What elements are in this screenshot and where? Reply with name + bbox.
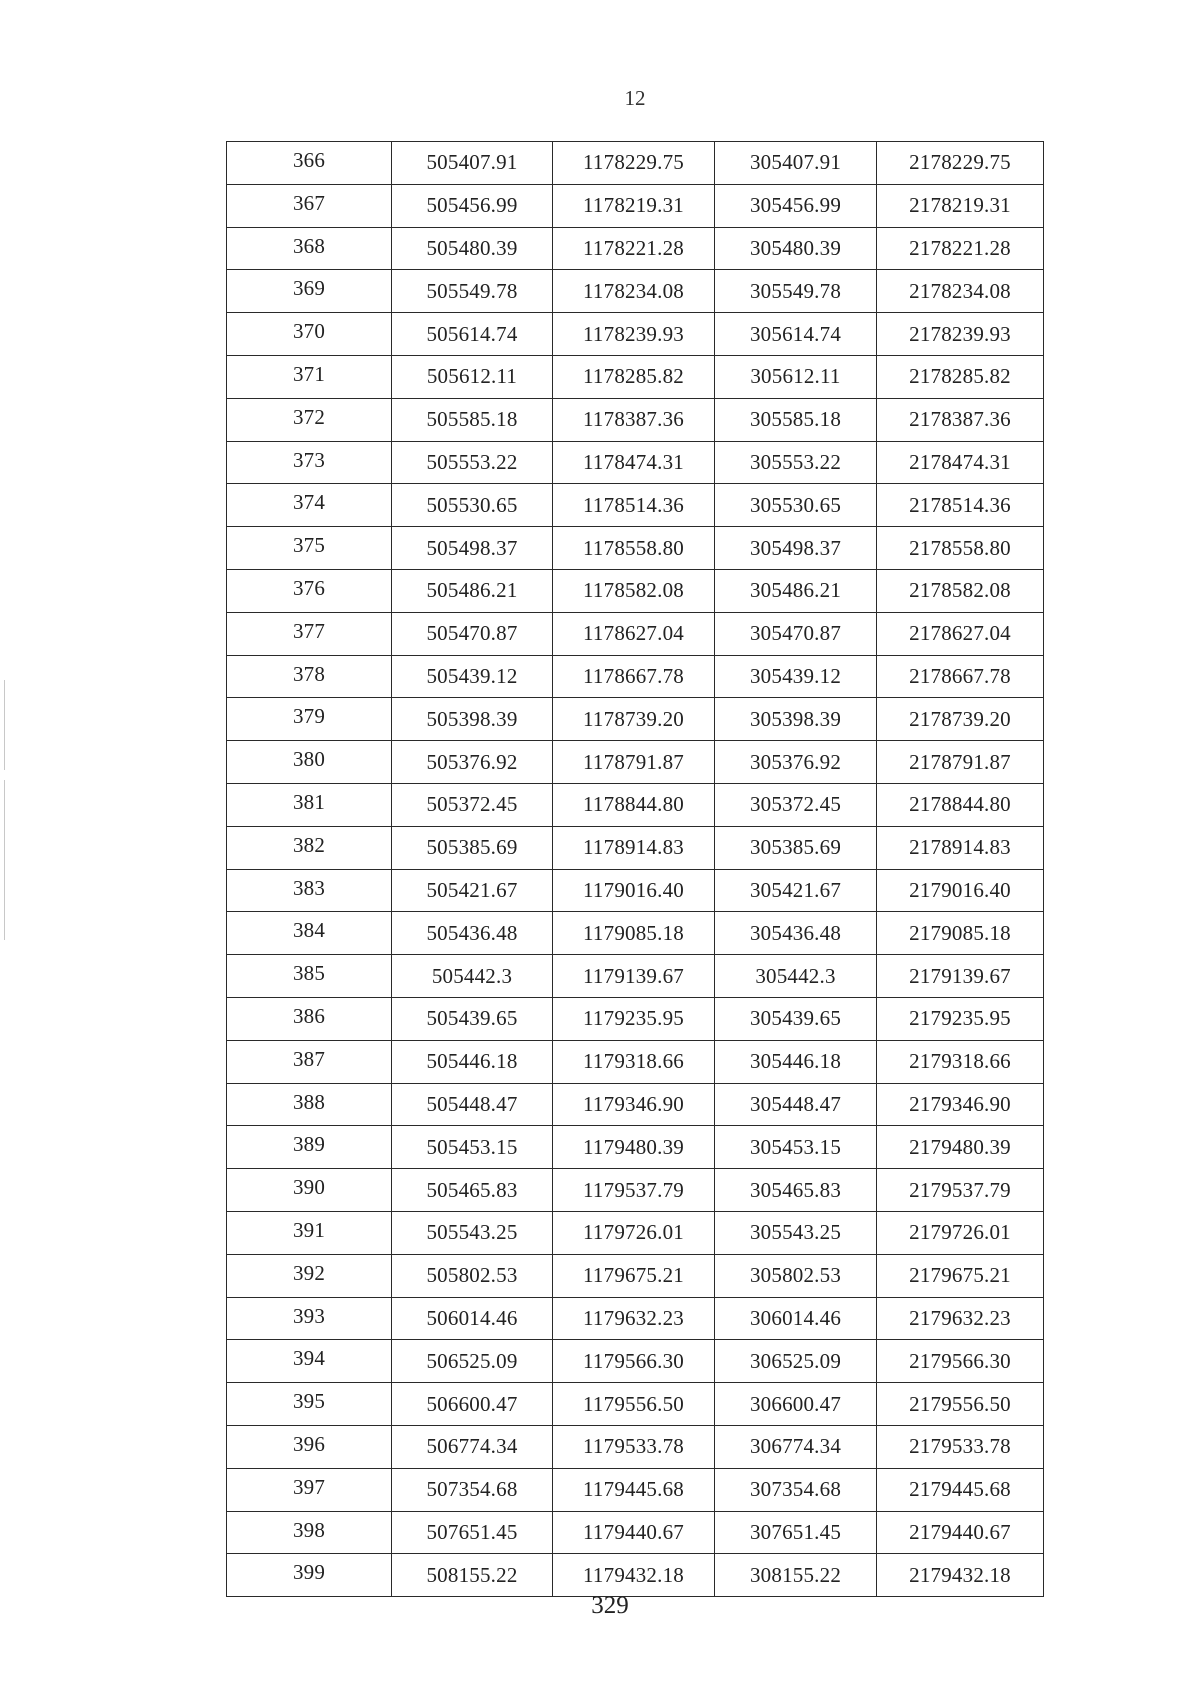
coordinate-cell: 305456.99 bbox=[715, 184, 877, 227]
coordinate-cell: 505421.67 bbox=[392, 869, 553, 912]
point-number-cell: 394 bbox=[227, 1340, 392, 1383]
coordinate-cell: 306014.46 bbox=[715, 1297, 877, 1340]
page-footer-number: 329 bbox=[591, 1592, 629, 1619]
coordinate-cell: 2178627.04 bbox=[877, 612, 1044, 655]
coordinate-cell: 506774.34 bbox=[392, 1425, 553, 1468]
coordinate-cell: 2178219.31 bbox=[877, 184, 1044, 227]
coordinate-cell: 1178221.28 bbox=[553, 227, 715, 270]
table-row bbox=[227, 1468, 1044, 1511]
coordinate-cell: 2178229.75 bbox=[877, 142, 1044, 185]
coordinate-cell: 2179085.18 bbox=[877, 912, 1044, 955]
coordinate-cell: 305614.74 bbox=[715, 313, 877, 356]
coordinate-cell: 307354.68 bbox=[715, 1468, 877, 1511]
coordinate-cell: 507354.68 bbox=[392, 1468, 553, 1511]
scan-edge-mark bbox=[4, 680, 5, 770]
coordinate-cell: 2179016.40 bbox=[877, 869, 1044, 912]
point-number-cell: 399 bbox=[227, 1554, 392, 1597]
table-row bbox=[227, 997, 1044, 1040]
coordinate-cell: 2178474.31 bbox=[877, 441, 1044, 484]
coordinate-cell: 505553.22 bbox=[392, 441, 553, 484]
coordinate-cell: 2178914.83 bbox=[877, 826, 1044, 869]
point-number-cell: 388 bbox=[227, 1083, 392, 1126]
coordinate-cell: 306774.34 bbox=[715, 1425, 877, 1468]
coordinate-cell: 305372.45 bbox=[715, 783, 877, 826]
coordinate-cell: 2178234.08 bbox=[877, 270, 1044, 313]
table-row bbox=[227, 227, 1044, 270]
page-header-number: 12 bbox=[624, 86, 646, 110]
coordinate-cell: 505802.53 bbox=[392, 1254, 553, 1297]
point-number-cell: 398 bbox=[227, 1511, 392, 1554]
coordinate-cell: 2178739.20 bbox=[877, 698, 1044, 741]
coordinate-cell: 505439.12 bbox=[392, 655, 553, 698]
table-row bbox=[227, 1254, 1044, 1297]
coordinate-table-body bbox=[227, 142, 1044, 1597]
coordinate-cell: 506525.09 bbox=[392, 1340, 553, 1383]
table-row bbox=[227, 1340, 1044, 1383]
table-row bbox=[227, 1083, 1044, 1126]
coordinate-cell: 505549.78 bbox=[392, 270, 553, 313]
coordinate-cell: 2179566.30 bbox=[877, 1340, 1044, 1383]
coordinate-cell: 2179537.79 bbox=[877, 1169, 1044, 1212]
coordinate-cell: 1179480.39 bbox=[553, 1126, 715, 1169]
coordinate-cell: 305480.39 bbox=[715, 227, 877, 270]
coordinate-cell: 305612.11 bbox=[715, 355, 877, 398]
coordinate-cell: 1178514.36 bbox=[553, 484, 715, 527]
coordinate-cell: 1179318.66 bbox=[553, 1040, 715, 1083]
coordinate-cell: 505398.39 bbox=[392, 698, 553, 741]
table-row bbox=[227, 355, 1044, 398]
coordinate-cell: 505442.3 bbox=[392, 955, 553, 998]
coordinate-cell: 2178582.08 bbox=[877, 569, 1044, 612]
coordinate-cell: 1178667.78 bbox=[553, 655, 715, 698]
point-number-cell: 392 bbox=[227, 1254, 392, 1297]
point-number-cell: 396 bbox=[227, 1425, 392, 1468]
coordinate-cell: 1178844.80 bbox=[553, 783, 715, 826]
point-number-cell: 370 bbox=[227, 313, 392, 356]
coordinate-cell: 2178221.28 bbox=[877, 227, 1044, 270]
point-number-cell: 389 bbox=[227, 1126, 392, 1169]
coordinate-cell: 305470.87 bbox=[715, 612, 877, 655]
coordinate-cell: 505448.47 bbox=[392, 1083, 553, 1126]
coordinate-cell: 2178667.78 bbox=[877, 655, 1044, 698]
table-row bbox=[227, 955, 1044, 998]
coordinate-cell: 1178387.36 bbox=[553, 398, 715, 441]
coordinate-cell: 508155.22 bbox=[392, 1554, 553, 1597]
coordinate-cell: 305486.21 bbox=[715, 569, 877, 612]
coordinate-cell: 505446.18 bbox=[392, 1040, 553, 1083]
point-number-cell: 378 bbox=[227, 655, 392, 698]
coordinate-cell: 2178387.36 bbox=[877, 398, 1044, 441]
coordinate-cell: 1179235.95 bbox=[553, 997, 715, 1040]
table-row bbox=[227, 826, 1044, 869]
coordinate-cell: 305439.12 bbox=[715, 655, 877, 698]
coordinate-cell: 1178239.93 bbox=[553, 313, 715, 356]
coordinate-cell: 306600.47 bbox=[715, 1383, 877, 1426]
scan-edge-mark bbox=[4, 780, 5, 940]
coordinate-cell: 505612.11 bbox=[392, 355, 553, 398]
coordinate-cell: 1179432.18 bbox=[553, 1554, 715, 1597]
coordinate-cell: 305421.67 bbox=[715, 869, 877, 912]
coordinate-cell: 505456.99 bbox=[392, 184, 553, 227]
coordinate-cell: 505486.21 bbox=[392, 569, 553, 612]
coordinate-cell: 505465.83 bbox=[392, 1169, 553, 1212]
coordinate-cell: 505470.87 bbox=[392, 612, 553, 655]
coordinate-cell: 506014.46 bbox=[392, 1297, 553, 1340]
coordinate-cell: 2179675.21 bbox=[877, 1254, 1044, 1297]
coordinate-cell: 1179440.67 bbox=[553, 1511, 715, 1554]
coordinate-cell: 505453.15 bbox=[392, 1126, 553, 1169]
point-number-cell: 379 bbox=[227, 698, 392, 741]
coordinate-cell: 1179632.23 bbox=[553, 1297, 715, 1340]
coordinate-cell: 2178844.80 bbox=[877, 783, 1044, 826]
point-number-cell: 395 bbox=[227, 1383, 392, 1426]
coordinate-cell: 2179445.68 bbox=[877, 1468, 1044, 1511]
coordinate-cell: 506600.47 bbox=[392, 1383, 553, 1426]
table-row bbox=[227, 1297, 1044, 1340]
coordinate-cell: 306525.09 bbox=[715, 1340, 877, 1383]
coordinate-cell: 305398.39 bbox=[715, 698, 877, 741]
coordinate-cell: 2179556.50 bbox=[877, 1383, 1044, 1426]
table-row bbox=[227, 741, 1044, 784]
coordinate-cell: 2179235.95 bbox=[877, 997, 1044, 1040]
table-row bbox=[227, 869, 1044, 912]
coordinate-cell: 1179139.67 bbox=[553, 955, 715, 998]
coordinate-cell: 1179346.90 bbox=[553, 1083, 715, 1126]
coordinate-cell: 1179556.50 bbox=[553, 1383, 715, 1426]
coordinate-cell: 2179726.01 bbox=[877, 1211, 1044, 1254]
table-row bbox=[227, 1554, 1044, 1597]
coordinate-cell: 305585.18 bbox=[715, 398, 877, 441]
coordinate-cell: 1178739.20 bbox=[553, 698, 715, 741]
table-row bbox=[227, 1425, 1044, 1468]
coordinate-cell: 505439.65 bbox=[392, 997, 553, 1040]
point-number-cell: 375 bbox=[227, 527, 392, 570]
coordinate-cell: 1178582.08 bbox=[553, 569, 715, 612]
coordinate-cell: 305407.91 bbox=[715, 142, 877, 185]
table-row bbox=[227, 655, 1044, 698]
point-number-cell: 383 bbox=[227, 869, 392, 912]
coordinate-cell: 2178285.82 bbox=[877, 355, 1044, 398]
table-row bbox=[227, 783, 1044, 826]
coordinate-cell: 505376.92 bbox=[392, 741, 553, 784]
table-row bbox=[227, 698, 1044, 741]
table-row bbox=[227, 313, 1044, 356]
coordinate-cell: 2179318.66 bbox=[877, 1040, 1044, 1083]
coordinate-cell: 1178914.83 bbox=[553, 826, 715, 869]
point-number-cell: 372 bbox=[227, 398, 392, 441]
coordinate-cell: 2178239.93 bbox=[877, 313, 1044, 356]
point-number-cell: 367 bbox=[227, 184, 392, 227]
coordinate-cell: 1179537.79 bbox=[553, 1169, 715, 1212]
table-row bbox=[227, 1126, 1044, 1169]
point-number-cell: 393 bbox=[227, 1297, 392, 1340]
coordinate-cell: 305448.47 bbox=[715, 1083, 877, 1126]
coordinate-cell: 2178791.87 bbox=[877, 741, 1044, 784]
table-row bbox=[227, 484, 1044, 527]
table-row bbox=[227, 1511, 1044, 1554]
coordinate-cell: 1178285.82 bbox=[553, 355, 715, 398]
coordinate-cell: 1179016.40 bbox=[553, 869, 715, 912]
coordinate-cell: 305465.83 bbox=[715, 1169, 877, 1212]
coordinate-cell: 1179566.30 bbox=[553, 1340, 715, 1383]
table-row bbox=[227, 1169, 1044, 1212]
coordinate-cell: 1178219.31 bbox=[553, 184, 715, 227]
coordinate-cell: 305446.18 bbox=[715, 1040, 877, 1083]
coordinate-cell: 507651.45 bbox=[392, 1511, 553, 1554]
coordinate-cell: 1179675.21 bbox=[553, 1254, 715, 1297]
table-row bbox=[227, 612, 1044, 655]
point-number-cell: 371 bbox=[227, 355, 392, 398]
point-number-cell: 384 bbox=[227, 912, 392, 955]
point-number-cell: 366 bbox=[227, 142, 392, 185]
coordinate-cell: 2179432.18 bbox=[877, 1554, 1044, 1597]
coordinate-cell: 2178558.80 bbox=[877, 527, 1044, 570]
table-row bbox=[227, 142, 1044, 185]
table-row bbox=[227, 398, 1044, 441]
coordinate-cell: 505614.74 bbox=[392, 313, 553, 356]
coordinate-cell: 505372.45 bbox=[392, 783, 553, 826]
coordinate-cell: 305442.3 bbox=[715, 955, 877, 998]
coordinate-cell: 2179533.78 bbox=[877, 1425, 1044, 1468]
point-number-cell: 368 bbox=[227, 227, 392, 270]
coordinate-cell: 505480.39 bbox=[392, 227, 553, 270]
point-number-cell: 376 bbox=[227, 569, 392, 612]
coordinate-cell: 2179346.90 bbox=[877, 1083, 1044, 1126]
coordinate-cell: 505498.37 bbox=[392, 527, 553, 570]
coordinate-cell: 2179139.67 bbox=[877, 955, 1044, 998]
coordinate-cell: 305553.22 bbox=[715, 441, 877, 484]
coordinate-cell: 305530.65 bbox=[715, 484, 877, 527]
table-row bbox=[227, 912, 1044, 955]
point-number-cell: 390 bbox=[227, 1169, 392, 1212]
coordinate-cell: 2179440.67 bbox=[877, 1511, 1044, 1554]
table-row bbox=[227, 270, 1044, 313]
point-number-cell: 386 bbox=[227, 997, 392, 1040]
coordinate-cell: 2179480.39 bbox=[877, 1126, 1044, 1169]
coordinate-cell: 305376.92 bbox=[715, 741, 877, 784]
table-row bbox=[227, 527, 1044, 570]
coordinate-cell: 505407.91 bbox=[392, 142, 553, 185]
coordinate-cell: 505585.18 bbox=[392, 398, 553, 441]
coordinate-cell: 1179445.68 bbox=[553, 1468, 715, 1511]
coordinate-cell: 305802.53 bbox=[715, 1254, 877, 1297]
table-row bbox=[227, 1383, 1044, 1426]
point-number-cell: 381 bbox=[227, 783, 392, 826]
point-number-cell: 397 bbox=[227, 1468, 392, 1511]
table-row bbox=[227, 569, 1044, 612]
coordinate-cell: 505530.65 bbox=[392, 484, 553, 527]
point-number-cell: 391 bbox=[227, 1211, 392, 1254]
table-row bbox=[227, 1211, 1044, 1254]
table-row bbox=[227, 184, 1044, 227]
point-number-cell: 382 bbox=[227, 826, 392, 869]
coordinate-cell: 1178229.75 bbox=[553, 142, 715, 185]
coordinate-cell: 1178627.04 bbox=[553, 612, 715, 655]
point-number-cell: 385 bbox=[227, 955, 392, 998]
coordinate-cell: 1178791.87 bbox=[553, 741, 715, 784]
coordinate-cell: 505543.25 bbox=[392, 1211, 553, 1254]
point-number-cell: 369 bbox=[227, 270, 392, 313]
coordinate-cell: 505436.48 bbox=[392, 912, 553, 955]
coordinate-cell: 1178558.80 bbox=[553, 527, 715, 570]
point-number-cell: 374 bbox=[227, 484, 392, 527]
coordinate-cell: 2179632.23 bbox=[877, 1297, 1044, 1340]
coordinate-cell: 305498.37 bbox=[715, 527, 877, 570]
coordinate-cell: 305385.69 bbox=[715, 826, 877, 869]
coordinate-cell: 305439.65 bbox=[715, 997, 877, 1040]
coordinate-cell: 1179533.78 bbox=[553, 1425, 715, 1468]
coordinate-cell: 305549.78 bbox=[715, 270, 877, 313]
table-row bbox=[227, 441, 1044, 484]
coordinate-cell: 305543.25 bbox=[715, 1211, 877, 1254]
point-number-cell: 380 bbox=[227, 741, 392, 784]
coordinate-cell: 305453.15 bbox=[715, 1126, 877, 1169]
point-number-cell: 387 bbox=[227, 1040, 392, 1083]
coordinate-cell: 1179085.18 bbox=[553, 912, 715, 955]
coordinate-cell: 1178234.08 bbox=[553, 270, 715, 313]
coordinate-cell: 2178514.36 bbox=[877, 484, 1044, 527]
coordinate-cell: 1178474.31 bbox=[553, 441, 715, 484]
coordinate-cell: 307651.45 bbox=[715, 1511, 877, 1554]
coordinate-cell: 1179726.01 bbox=[553, 1211, 715, 1254]
coordinate-table bbox=[226, 141, 1044, 1597]
coordinate-cell: 505385.69 bbox=[392, 826, 553, 869]
table-row bbox=[227, 1040, 1044, 1083]
point-number-cell: 377 bbox=[227, 612, 392, 655]
coordinate-cell: 305436.48 bbox=[715, 912, 877, 955]
coordinate-cell: 308155.22 bbox=[715, 1554, 877, 1597]
point-number-cell: 373 bbox=[227, 441, 392, 484]
